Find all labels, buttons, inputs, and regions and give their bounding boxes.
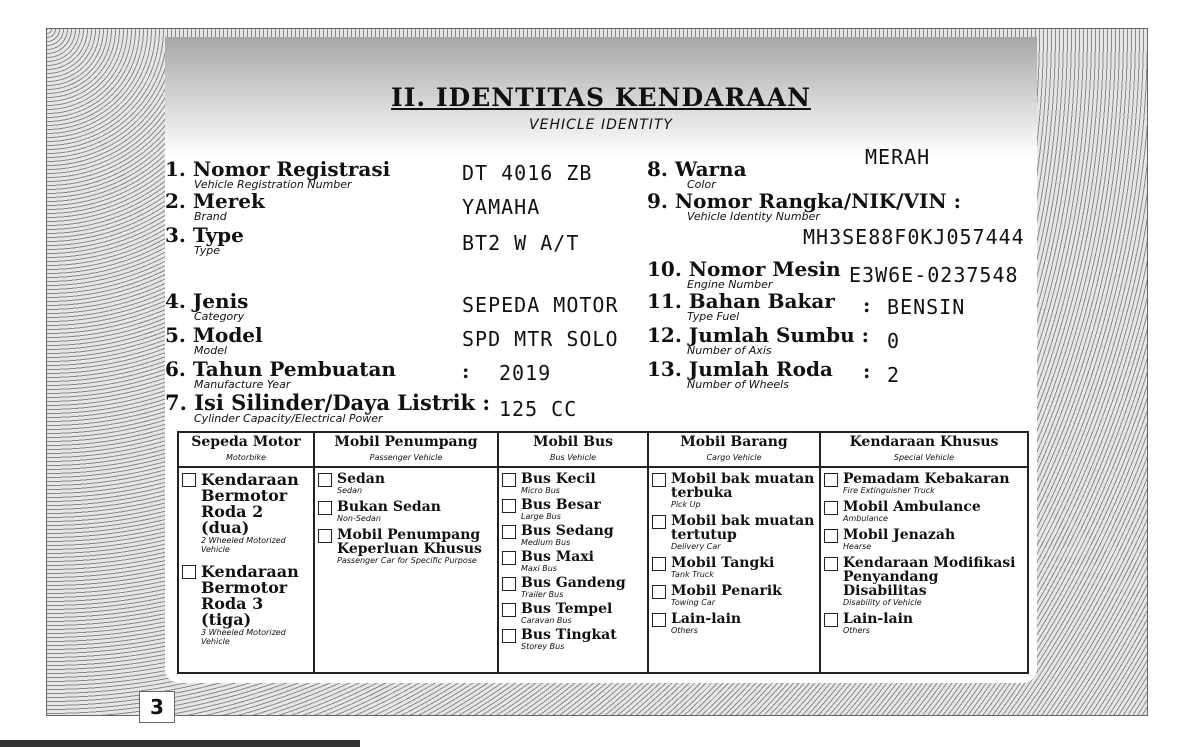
option-item[interactable]: Pemadam Kebakaran Fire Extinguisher Truck: [824, 472, 1024, 495]
column-bus-vehicle-options: [498, 467, 648, 673]
checkbox[interactable]: [824, 557, 838, 571]
field-vin: 9. Nomor Rangka/NIK/VIN : Vehicle Identity Number: [647, 189, 961, 223]
checkbox[interactable]: [652, 515, 666, 529]
option-item[interactable]: Kendaraan Modifikasi Penyandang Disabilitas Disability of Vehicle: [824, 556, 1024, 607]
option-item[interactable]: Bus Gandeng Trailer Bus: [502, 576, 644, 599]
option-item[interactable]: Mobil bak muatan tertutup Delivery Car: [652, 514, 816, 551]
value-fuel-type: BENSIN: [887, 295, 966, 319]
column-header-bus-vehicle: Mobil Bus Bus Vehicle: [498, 432, 648, 467]
checkbox[interactable]: [652, 613, 666, 627]
field-engine-number: 10. Nomor Mesin Engine Number: [647, 257, 841, 291]
value-manufacture-year: 2019: [499, 361, 552, 385]
option-item[interactable]: Lain-lain Others: [824, 612, 1024, 635]
option-item[interactable]: Bus Maxi Maxi Bus: [502, 550, 644, 573]
checkbox[interactable]: [502, 551, 516, 565]
column-motorbike-options: [178, 467, 314, 673]
checkbox[interactable]: [824, 501, 838, 515]
checkbox[interactable]: [824, 473, 838, 487]
column-header-passenger-vehicle: Mobil Penumpang Passenger Vehicle: [314, 432, 498, 467]
option-item[interactable]: Mobil Penumpang Keperluan Khusus Passenger Car for Specific Purpose: [318, 528, 494, 565]
option-item[interactable]: Bus Tempel Caravan Bus: [502, 602, 644, 625]
checkbox[interactable]: [652, 473, 666, 487]
value-cylinder-capacity: 125 CC: [499, 397, 578, 421]
checkbox[interactable]: [182, 473, 196, 487]
value-number-of-wheels: 2: [887, 363, 901, 387]
option-item[interactable]: Bus Besar Large Bus: [502, 498, 644, 521]
checkbox[interactable]: [318, 501, 332, 515]
checkbox[interactable]: [502, 603, 516, 617]
column-header-motorbike: Sepeda Motor Motorbike: [178, 432, 314, 467]
value-vin: MH3SE88F0KJ057444: [803, 225, 1025, 249]
option-item[interactable]: Mobil Penarik Towing Car: [652, 584, 816, 607]
page-number: 3: [139, 691, 175, 723]
value-color: MERAH: [865, 145, 931, 169]
column-special-vehicle-options: [820, 467, 1028, 673]
checkbox[interactable]: [182, 565, 196, 579]
document-inner-panel: [165, 37, 1037, 683]
field-model: 5. Model Model: [165, 323, 263, 357]
document-sheet: [46, 28, 1148, 719]
checkbox[interactable]: [502, 473, 516, 487]
section-title: II. IDENTITAS KENDARAAN: [391, 83, 811, 112]
field-brand: 2. Merek Brand: [165, 189, 265, 223]
value-type: BT2 W A/T: [462, 231, 580, 255]
value-model: SPD MTR SOLO: [462, 327, 619, 351]
checkbox[interactable]: [318, 529, 332, 543]
option-item[interactable]: Bus Sedang Medium Bus: [502, 524, 644, 547]
bottom-edge-strip: [0, 740, 360, 747]
vehicle-category-table: [177, 431, 1029, 674]
colon-number-of-wheels: :: [863, 359, 871, 383]
field-color: 8. Warna Color: [647, 157, 747, 191]
checkbox[interactable]: [824, 529, 838, 543]
option-item[interactable]: Mobil Tangki Tank Truck: [652, 556, 816, 579]
checkbox[interactable]: [824, 613, 838, 627]
option-item[interactable]: Bus Tingkat Storey Bus: [502, 628, 644, 651]
option-item[interactable]: Mobil Ambulance Ambulance: [824, 500, 1024, 523]
column-cargo-vehicle-options: [648, 467, 820, 673]
section-subtitle: VEHICLE IDENTITY: [529, 117, 673, 133]
field-number-of-wheels: 13. Jumlah Roda Number of Wheels: [647, 357, 833, 391]
checkbox[interactable]: [318, 473, 332, 487]
field-manufacture-year: 6. Tahun Pembuatan Manufacture Year: [165, 357, 396, 391]
checkbox[interactable]: [502, 499, 516, 513]
checkbox[interactable]: [502, 629, 516, 643]
option-item[interactable]: Lain-lain Others: [652, 612, 816, 635]
colon-manufacture-year: :: [462, 359, 470, 383]
option-item[interactable]: Kendaraan Bermotor Roda 3 (tiga) 3 Wheeled Motorized Vehicle: [182, 564, 310, 646]
field-category: 4. Jenis Category: [165, 289, 249, 323]
checkbox[interactable]: [502, 525, 516, 539]
field-cylinder-capacity: 7. Isi Silinder/Daya Listrik : Cylinder Capacity/Electrical Power: [165, 390, 491, 425]
value-brand: YAMAHA: [462, 195, 541, 219]
option-item[interactable]: Mobil Jenazah Hearse: [824, 528, 1024, 551]
option-item[interactable]: Bus Kecil Micro Bus: [502, 472, 644, 495]
column-header-cargo-vehicle: Mobil Barang Cargo Vehicle: [648, 432, 820, 467]
option-item[interactable]: Mobil bak muatan terbuka Pick Up: [652, 472, 816, 509]
column-passenger-vehicle-options: [314, 467, 498, 673]
value-number-of-axis: 0: [887, 329, 901, 353]
option-item[interactable]: Sedan Sedan: [318, 472, 494, 495]
option-item[interactable]: Bukan Sedan Non-Sedan: [318, 500, 494, 523]
field-type: 3. Type Type: [165, 223, 244, 257]
colon-fuel-type: :: [863, 293, 871, 317]
option-item[interactable]: Kendaraan Bermotor Roda 2 (dua) 2 Wheeled Motorized Vehicle: [182, 472, 310, 554]
value-engine-number: E3W6E-0237548: [849, 263, 1019, 287]
checkbox[interactable]: [652, 557, 666, 571]
field-registration-number: 1. Nomor Registrasi Vehicle Registration Number: [165, 157, 391, 191]
checkbox[interactable]: [652, 585, 666, 599]
checkbox[interactable]: [502, 577, 516, 591]
column-header-special-vehicle: Kendaraan Khusus Special Vehicle: [820, 432, 1028, 467]
value-registration-number: DT 4016 ZB: [462, 161, 593, 185]
value-category: SEPEDA MOTOR: [462, 293, 619, 317]
field-fuel-type: 11. Bahan Bakar Type Fuel: [647, 289, 835, 323]
field-number-of-axis: 12. Jumlah Sumbu : Number of Axis: [647, 323, 870, 357]
